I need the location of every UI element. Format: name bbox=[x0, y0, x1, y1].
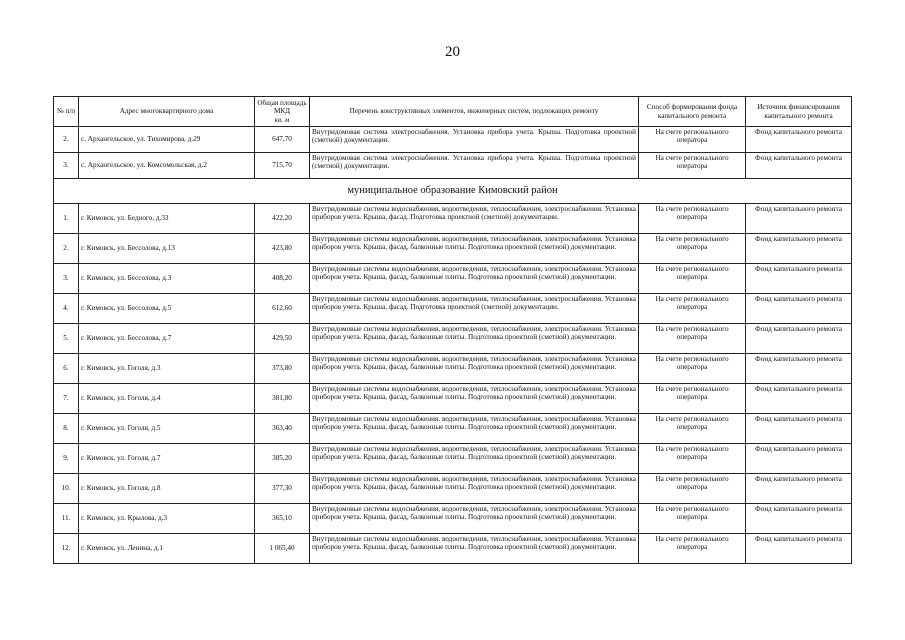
row-number: 9. bbox=[54, 444, 79, 474]
row-method: На счете регионального оператора bbox=[639, 444, 746, 474]
row-area: 381,80 bbox=[255, 384, 310, 414]
row-method: На счете регионального оператора bbox=[639, 354, 746, 384]
row-elements: Внутридомовые системы водоснабжения, водоотведения, теплоснабжения, электроснабжения. Установка приборов учета. Крыша, фасад, балконные плиты. Подготовка проектной (сметной) документации. bbox=[310, 384, 639, 414]
row-elements: Внутридомовые системы водоснабжения, водоотведения, теплоснабжения, электроснабжения. Установка приборов учета. Крыша, фасад, балконные плиты. Подготовка проектной (сметной) документации. bbox=[310, 324, 639, 354]
row-number: 8. bbox=[54, 414, 79, 444]
row-area: 429,50 bbox=[255, 324, 310, 354]
header-no: № п/п bbox=[54, 97, 79, 127]
row-area: 647,70 bbox=[255, 127, 310, 153]
row-number: 3. bbox=[54, 264, 79, 294]
row-area: 422,20 bbox=[255, 204, 310, 234]
table-row bbox=[54, 234, 852, 264]
row-address: г. Кимовск, ул. Ленина, д.1 bbox=[79, 534, 255, 564]
row-address: г. Кимовск, ул. Гоголя, д.5 bbox=[79, 414, 255, 444]
row-elements: Внутридомовая система электроснабжения. Установка прибора учета. Крыша. Подготовка проектной (сметной) документации. bbox=[310, 127, 639, 153]
row-elements: Внутридомовые системы водоснабжения, водоотведения, теплоснабжения, электроснабжения. Установка приборов учета. Крыша, фасад. Подготовка проектной (сметной) документации. bbox=[310, 204, 639, 234]
row-address: г. Кимовск, ул. Крылова, д.3 bbox=[79, 504, 255, 534]
table-row bbox=[54, 414, 852, 444]
capital-repair-table bbox=[53, 96, 852, 564]
row-area: 373,80 bbox=[255, 354, 310, 384]
top-rows bbox=[54, 127, 852, 179]
row-source: Фонд капитального ремонта bbox=[746, 234, 852, 264]
table-row bbox=[54, 153, 852, 179]
header-address: Адрес многоквартирного дома bbox=[79, 97, 255, 127]
table-header-row bbox=[54, 97, 852, 127]
row-source: Фонд капитального ремонта bbox=[746, 127, 852, 153]
row-number: 11. bbox=[54, 504, 79, 534]
table-row bbox=[54, 264, 852, 294]
row-source: Фонд капитального ремонта bbox=[746, 414, 852, 444]
row-source: Фонд капитального ремонта bbox=[746, 324, 852, 354]
row-elements: Внутридомовые системы водоснабжения, водоотведения, теплоснабжения, электроснабжения. Установка приборов учета. Крыша, фасад, балконные плиты. Подготовка проектной (сметной) документации. bbox=[310, 444, 639, 474]
table-row bbox=[54, 444, 852, 474]
row-method: На счете регионального оператора bbox=[639, 534, 746, 564]
row-elements: Внутридомовые системы водоснабжения, водоотведения, теплоснабжения, электроснабжения. Установка приборов учета. Крыша, фасад. Подготовка проектной (сметной) документации. bbox=[310, 294, 639, 324]
row-address: г. Кимовск, ул. Бедного, д.33 bbox=[79, 204, 255, 234]
row-method: На счете регионального оператора bbox=[639, 127, 746, 153]
row-source: Фонд капитального ремонта bbox=[746, 384, 852, 414]
row-number: 5. bbox=[54, 324, 79, 354]
row-source: Фонд капитального ремонта bbox=[746, 294, 852, 324]
row-elements: Внутридомовые системы водоснабжения, водоотведения, теплоснабжения, электроснабжения. Установка приборов учета. Крыша, фасад, балконные плиты. Подготовка проектной (сметной) документации. bbox=[310, 234, 639, 264]
row-method: На счете регионального оператора bbox=[639, 414, 746, 444]
row-number: 4. bbox=[54, 294, 79, 324]
header-area-unit: кв. м bbox=[274, 115, 290, 124]
row-area: 365,10 bbox=[255, 504, 310, 534]
header-source: Источник финансирования капитального ремонта bbox=[746, 97, 852, 127]
header-area-label: Общая площадь МКД bbox=[257, 98, 307, 116]
row-area: 715,70 bbox=[255, 153, 310, 179]
row-method: На счете регионального оператора bbox=[639, 153, 746, 179]
row-address: г. Кимовск, ул. Бессолова, д.3 bbox=[79, 264, 255, 294]
row-number: 10. bbox=[54, 474, 79, 504]
row-method: На счете регионального оператора bbox=[639, 264, 746, 294]
row-area: 423,80 bbox=[255, 234, 310, 264]
row-number: 3. bbox=[54, 153, 79, 179]
row-method: На счете регионального оператора bbox=[639, 324, 746, 354]
table-row bbox=[54, 504, 852, 534]
row-area: 408,20 bbox=[255, 264, 310, 294]
row-address: с. Архангельское, ул. Комсомольская, д.2 bbox=[79, 153, 255, 179]
table-row bbox=[54, 384, 852, 414]
header-area bbox=[255, 97, 310, 127]
row-address: г. Кимовск, ул. Гоголя, д.3 bbox=[79, 354, 255, 384]
row-method: На счете регионального оператора bbox=[639, 204, 746, 234]
row-area: 612,60 bbox=[255, 294, 310, 324]
row-source: Фонд капитального ремонта bbox=[746, 354, 852, 384]
row-area: 377,30 bbox=[255, 474, 310, 504]
row-address: г. Кимовск, ул. Бессолова, д.13 bbox=[79, 234, 255, 264]
row-source: Фонд капитального ремонта bbox=[746, 264, 852, 294]
row-source: Фонд капитального ремонта bbox=[746, 204, 852, 234]
row-address: г. Кимовск, ул. Бессолова, д.7 bbox=[79, 324, 255, 354]
row-elements: Внутридомовые системы водоснабжения, водоотведения, теплоснабжения, электроснабжения. Установка приборов учета. Крыша, фасад, балконные плиты. Подготовка проектной (сметной) документации. bbox=[310, 474, 639, 504]
row-elements: Внутридомовая система электроснабжения. Установка прибора учета. Крыша. Подготовка проектной (сметной) документации. bbox=[310, 153, 639, 179]
row-elements: Внутридомовые системы водоснабжения, водоотведения, теплоснабжения, электроснабжения. Установка приборов учета. Крыша, фасад, балконные плиты. Подготовка проектной (сметной) документации. bbox=[310, 504, 639, 534]
row-number: 7. bbox=[54, 384, 79, 414]
table-row bbox=[54, 324, 852, 354]
table-row bbox=[54, 294, 852, 324]
row-address: г. Кимовск, ул. Гоголя, д.4 bbox=[79, 384, 255, 414]
row-elements: Внутридомовые системы водоснабжения, водоотведения, теплоснабжения, электроснабжения. Установка приборов учета. Крыша, фасад, балконные плиты. Подготовка проектной (сметной) документации. bbox=[310, 264, 639, 294]
page-number: 20 bbox=[445, 44, 460, 60]
section-row bbox=[54, 179, 852, 204]
row-area: 363,40 bbox=[255, 414, 310, 444]
table-row bbox=[54, 534, 852, 564]
row-source: Фонд капитального ремонта bbox=[746, 444, 852, 474]
main-rows bbox=[54, 204, 852, 564]
row-number: 2. bbox=[54, 234, 79, 264]
section-header bbox=[54, 179, 852, 204]
table-row bbox=[54, 127, 852, 153]
row-number: 1. bbox=[54, 204, 79, 234]
row-number: 2. bbox=[54, 127, 79, 153]
table-row bbox=[54, 204, 852, 234]
row-area: 1 065,40 bbox=[255, 534, 310, 564]
header-method: Способ формирования фонда капитального ремонта bbox=[639, 97, 746, 127]
table-row bbox=[54, 474, 852, 504]
row-address: г. Кимовск, ул. Гоголя, д.7 bbox=[79, 444, 255, 474]
row-number: 12. bbox=[54, 534, 79, 564]
row-source: Фонд капитального ремонта bbox=[746, 474, 852, 504]
row-number: 6. bbox=[54, 354, 79, 384]
section-title: муниципальное образование Кимовский район bbox=[54, 179, 852, 204]
row-address: г. Кимовск, ул. Гоголя, д.8 bbox=[79, 474, 255, 504]
row-method: На счете регионального оператора bbox=[639, 294, 746, 324]
row-address: с. Архангельское, ул. Тихомирова, д.29 bbox=[79, 127, 255, 153]
row-method: На счете регионального оператора bbox=[639, 504, 746, 534]
row-method: На счете регионального оператора bbox=[639, 234, 746, 264]
row-source: Фонд капитального ремонта bbox=[746, 534, 852, 564]
row-method: На счете регионального оператора bbox=[639, 384, 746, 414]
header-elements: Перечень конструктивных элементов, инженерных систем, подлежащих ремонту bbox=[310, 97, 639, 127]
table-row bbox=[54, 354, 852, 384]
row-elements: Внутридомовые системы водоснабжения, водоотведения, теплоснабжения, электроснабжения. Установка приборов учета. Крыша, фасад, балконные плиты. Подготовка проектной (сметной) документации. bbox=[310, 354, 639, 384]
row-area: 385,20 bbox=[255, 444, 310, 474]
row-elements: Внутридомовые системы водоснабжения, водоотведения, теплоснабжения, электроснабжения. Установка приборов учета. Крыша, фасад, балконные плиты. Подготовка проектной (сметной) документации. bbox=[310, 534, 639, 564]
row-method: На счете регионального оператора bbox=[639, 474, 746, 504]
row-elements: Внутридомовые системы водоснабжения, водоотведения, теплоснабжения, электроснабжения. Установка приборов учета. Крыша, фасад, балконные плиты. Подготовка проектной (сметной) документации. bbox=[310, 414, 639, 444]
row-source: Фонд капитального ремонта bbox=[746, 153, 852, 179]
row-source: Фонд капитального ремонта bbox=[746, 504, 852, 534]
row-address: г. Кимовск, ул. Бессолова, д.5 bbox=[79, 294, 255, 324]
